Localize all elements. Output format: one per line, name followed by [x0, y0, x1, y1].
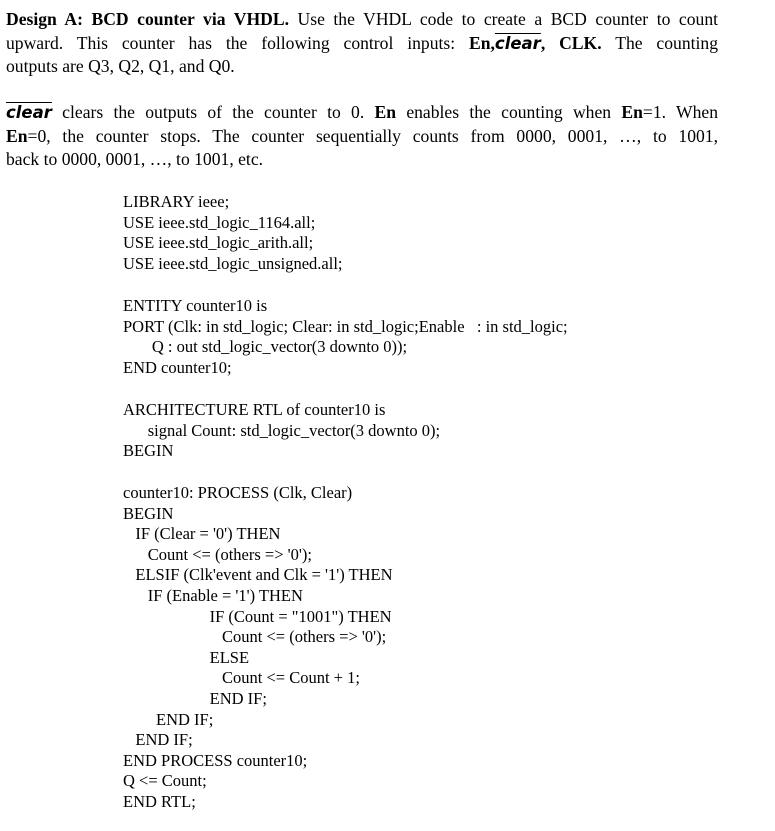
explain-paragraph [6, 101, 718, 172]
explain-line-2 [6, 125, 718, 149]
code-line: END IF; [123, 709, 214, 729]
intro-text: The counting [601, 32, 718, 53]
code-line: END IF; [123, 730, 193, 750]
clear-input-name: clear [494, 33, 541, 53]
intro-line-1 [6, 8, 718, 32]
code-line: IF (Clear = '0') THEN [123, 524, 281, 544]
code-line: Q : out std_logic_vector(3 downto 0)); [123, 337, 408, 357]
code-line: USE ieee.std_logic_unsigned.all; [123, 253, 343, 273]
intro-line-3: outputs are Q3, Q2, Q1, and Q0. [6, 56, 235, 76]
code-line: END PROCESS counter10; [123, 750, 308, 770]
clk-input-name: , CLK. [540, 32, 602, 53]
en-signal-name: En [374, 102, 397, 122]
code-line: ELSIF (Clk'event and Clk = '1') THEN [123, 565, 393, 585]
explain-text: =0, the counter stops. The counter sequentially counts from 0000, 0001, …, to 1001, [27, 125, 718, 146]
code-block-entity [123, 296, 568, 378]
explain-line-3: back to 0000, 0001, …, to 1001, etc. [6, 149, 264, 169]
code-line: ENTITY counter10 is [123, 296, 268, 315]
code-block-process [123, 483, 393, 813]
explain-text: =1. When [642, 102, 718, 122]
code-line: Count <= (others => '0'); [123, 627, 387, 647]
intro-line-2 [6, 32, 718, 56]
clear-signal-name: clear [6, 103, 52, 122]
code-block-architecture [123, 400, 440, 462]
code-block-library [123, 192, 343, 274]
design-title: Design A: BCD counter via VHDL. [6, 9, 289, 29]
en-signal-name: En [621, 102, 643, 122]
code-line: END RTL; [123, 791, 196, 811]
code-line: Q <= Count; [123, 771, 207, 791]
en-input-name: En, [469, 32, 495, 53]
code-line: USE ieee.std_logic_1164.all; [123, 212, 316, 232]
code-line: USE ieee.std_logic_arith.all; [123, 233, 314, 253]
code-line: signal Count: std_logic_vector(3 downto 0); [123, 420, 441, 440]
explain-text: clears the outputs of the counter to 0. [51, 102, 375, 122]
code-line: Count <= Count + 1; [123, 668, 360, 688]
code-line: BEGIN [123, 503, 174, 523]
en-signal-name: En [6, 125, 28, 146]
code-line: END IF; [123, 688, 267, 708]
code-line: END counter10; [123, 357, 232, 377]
intro-text: Use the VHDL code to create a BCD counter to count [288, 9, 719, 29]
intro-paragraph [6, 8, 718, 79]
code-line: BEGIN [123, 441, 174, 461]
code-line: ELSE [123, 647, 250, 667]
explain-text: enables the counting when [396, 102, 622, 122]
code-line: ARCHITECTURE RTL of counter10 is [123, 400, 386, 419]
intro-text: upward. This counter has the following control inputs: [6, 32, 469, 53]
code-line: counter10: PROCESS (Clk, Clear) [123, 483, 353, 502]
code-line: PORT (Clk: in std_logic; Clear: in std_logic;Enable : in std_logic; [123, 316, 568, 336]
code-line: LIBRARY ieee; [123, 192, 230, 211]
explain-line-1 [6, 101, 718, 125]
code-line: IF (Enable = '1') THEN [123, 585, 303, 605]
code-line: IF (Count = "1001") THEN [123, 606, 392, 626]
code-line: Count <= (others => '0'); [123, 544, 312, 564]
